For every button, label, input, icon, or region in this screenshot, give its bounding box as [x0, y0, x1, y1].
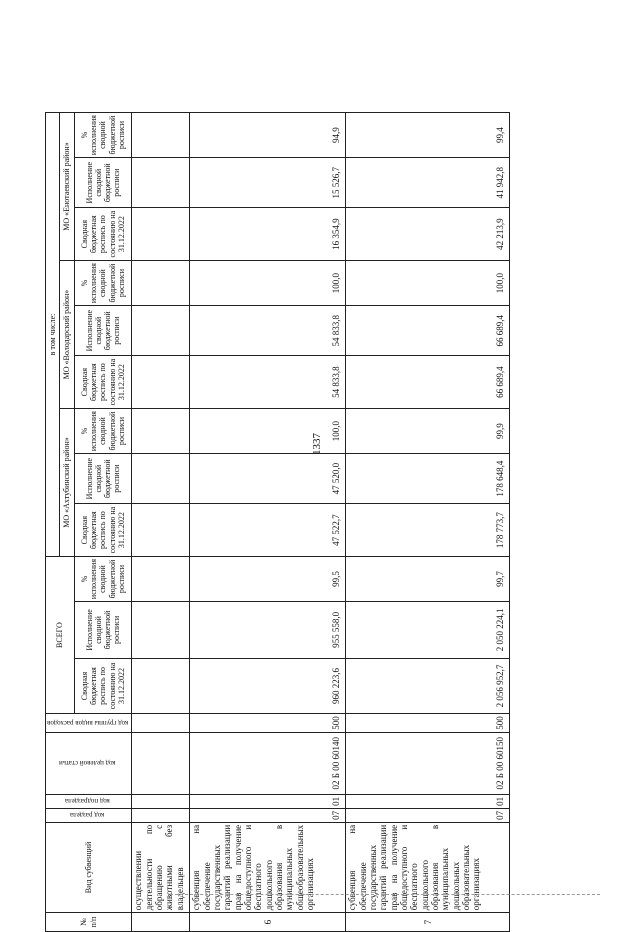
- header-plan: Сводная бюджетная роспись по состоянию на 31.12.2022: [74, 504, 132, 557]
- header-district-3: МО «Енотаевский район»: [60, 113, 74, 261]
- row-d2-pct: 100,0: [346, 261, 510, 306]
- header-expense-group: код группы видов расходов: [46, 714, 132, 733]
- row-kind: субвенция на обеспечение государственных гарантий реализации прав на получение общедоступного и бесплатного дошкольного образования в муниципальных дошкольных образовательных организациях: [346, 822, 510, 912]
- row-target: 02 Б 00 60140: [190, 732, 346, 794]
- row-group: 500: [190, 714, 346, 733]
- table-row: [190, 113, 346, 932]
- row-d2-pct: [132, 261, 190, 306]
- header-pct: % исполнения сводной бюджетной росписи: [74, 113, 132, 158]
- row-d2-exec: [132, 306, 190, 356]
- row-total-pct: 99,5: [190, 556, 346, 601]
- row-no: [132, 913, 190, 932]
- row-no: 6: [190, 913, 346, 932]
- header-exec: Исполнение сводной бюджетной росписи: [74, 158, 132, 208]
- row-d2-plan: 54 833,8: [190, 356, 346, 409]
- row-kind: субвенция на обеспечение государственных гарантий реализации прав на получение общедоступного и бесплатного дошкольного образования в муниципальных общеобразовательных организациях: [190, 822, 346, 912]
- header-subsection: код подраздела: [46, 794, 132, 808]
- row-group: 500: [346, 714, 510, 733]
- row-total-plan: 2 056 952,7: [346, 658, 510, 713]
- header-plan: Сводная бюджетная роспись по состоянию на 31.12.2022: [74, 208, 132, 261]
- row-subsection: 01: [190, 794, 346, 808]
- header-exec: Исполнение сводной бюджетной росписи: [74, 454, 132, 504]
- table-row: [346, 113, 510, 932]
- header-exec: Исполнение сводной бюджетной росписи: [74, 306, 132, 356]
- header-district-2: МО «Володарский район»: [60, 261, 74, 409]
- header-total: ВСЕГО: [46, 556, 75, 713]
- row-total-plan: 960 223,6: [190, 658, 346, 713]
- row-d2-exec: 54 833,8: [190, 306, 346, 356]
- row-d2-pct: 100,0: [190, 261, 346, 306]
- header-section: код раздела: [46, 808, 132, 822]
- header-pct: % исполнения сводной бюджетной росписи: [74, 409, 132, 454]
- rotated-table-wrapper: [45, 112, 545, 932]
- row-d1-plan: 178 773,7: [346, 504, 510, 557]
- row-d2-plan: 66 689,4: [346, 356, 510, 409]
- header-plan: Сводная бюджетная роспись по состоянию на 31.12.2022: [74, 356, 132, 409]
- row-d3-pct: [132, 113, 190, 158]
- row-total-plan: [132, 658, 190, 713]
- row-d1-pct: 99,9: [346, 409, 510, 454]
- row-d1-pct: [132, 409, 190, 454]
- row-section: [132, 808, 190, 822]
- row-d3-exec: 41 942,8: [346, 158, 510, 208]
- row-kind: осуществлении деятельности по обращению с животными без владельцев: [132, 822, 190, 912]
- row-d1-exec: 47 520,0: [190, 454, 346, 504]
- header-pct: % исполнения сводной бюджетной росписи: [74, 261, 132, 306]
- row-section: 07: [190, 808, 346, 822]
- subventions-table: [45, 112, 510, 932]
- header-target: код целевой статьи: [46, 732, 132, 794]
- header-plan: Сводная бюджетная роспись по состоянию на 31.12.2022: [74, 658, 132, 713]
- row-d3-exec: [132, 158, 190, 208]
- header-including: в том числе:: [46, 113, 60, 557]
- row-d3-plan: [132, 208, 190, 261]
- row-total-exec: 2 050 224,1: [346, 602, 510, 659]
- table-row: [132, 113, 190, 932]
- row-target: 02 Б 00 60150: [346, 732, 510, 794]
- row-section: 07: [346, 808, 510, 822]
- row-d1-plan: [132, 504, 190, 557]
- header-district-1: МО «Ахтубинский район»: [60, 409, 74, 557]
- row-no: 7: [346, 913, 510, 932]
- row-total-exec: [132, 602, 190, 659]
- page-number: 1337: [311, 433, 323, 455]
- row-total-exec: 955 558,0: [190, 602, 346, 659]
- header-no: № п/п: [46, 913, 132, 932]
- row-d3-pct: 99,4: [346, 113, 510, 158]
- row-d3-exec: 15 526,7: [190, 158, 346, 208]
- row-d3-plan: 16 354,9: [190, 208, 346, 261]
- row-total-pct: [132, 556, 190, 601]
- row-d1-pct: 100,0: [190, 409, 346, 454]
- row-group: [132, 714, 190, 733]
- row-d1-plan: 47 522,7: [190, 504, 346, 557]
- row-d1-exec: 178 648,4: [346, 454, 510, 504]
- row-target: [132, 732, 190, 794]
- row-d2-plan: [132, 356, 190, 409]
- header-kind: Вид субвенций: [46, 822, 132, 912]
- row-d3-pct: 94,9: [190, 113, 346, 158]
- row-total-pct: 99,7: [346, 556, 510, 601]
- header-row-1: [46, 113, 60, 932]
- row-d1-exec: [132, 454, 190, 504]
- row-subsection: [132, 794, 190, 808]
- header-exec: Исполнение сводной бюджетной росписи: [74, 602, 132, 659]
- header-pct: % исполнения сводной бюджетной росписи: [74, 556, 132, 601]
- row-d3-plan: 42 213,9: [346, 208, 510, 261]
- row-subsection: 01: [346, 794, 510, 808]
- page-bottom-rule: [170, 894, 600, 895]
- row-d2-exec: 66 689,4: [346, 306, 510, 356]
